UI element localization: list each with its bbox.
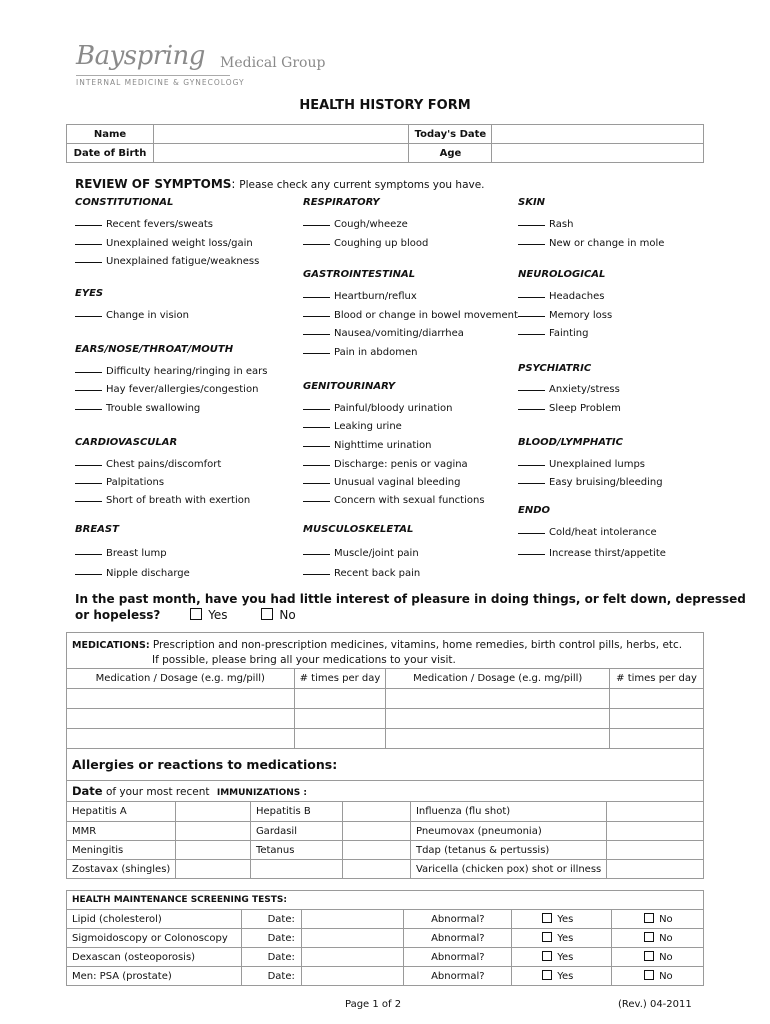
symptom-item[interactable]: Painful/bloody urination: [303, 400, 453, 415]
screening-abnormal-label: Abnormal?: [404, 929, 512, 948]
symptom-item[interactable]: Recent back pain: [303, 565, 420, 580]
checkbox[interactable]: [542, 913, 552, 923]
immunization-name: Varicella (chicken pox) shot or illness: [410, 860, 606, 879]
immunizations-header: [67, 781, 704, 802]
times-col-header: # times per day: [294, 669, 386, 689]
screening-date-label: Date:: [241, 910, 301, 929]
checkbox[interactable]: [644, 970, 654, 980]
symptom-item[interactable]: Chest pains/discomfort: [75, 456, 221, 471]
immunizations-date-label: Date: [72, 784, 103, 798]
symptom-item[interactable]: Discharge: penis or vagina: [303, 456, 468, 471]
immunization-date[interactable]: [607, 822, 704, 841]
immunization-name: Meningitis: [67, 841, 176, 860]
screening-yes-option[interactable]: Yes: [512, 929, 612, 948]
immunization-name: Hepatitis B: [250, 802, 342, 822]
symptom-item[interactable]: Nipple discharge: [75, 565, 190, 580]
ros-colon: :: [231, 177, 240, 191]
screening-test-name: Dexascan (osteoporosis): [67, 948, 242, 967]
symptom-item[interactable]: Leaking urine: [303, 418, 402, 433]
immunization-name: [250, 860, 342, 879]
med-cell[interactable]: [386, 729, 610, 749]
symptom-item[interactable]: Hay fever/allergies/congestion: [75, 381, 258, 396]
symptom-item[interactable]: Unusual vaginal bleeding: [303, 474, 460, 489]
symptom-item[interactable]: Anxiety/stress: [518, 381, 620, 396]
form-title: HEALTH HISTORY FORM: [299, 98, 471, 113]
med-col-header: Medication / Dosage (e.g. mg/pill): [386, 669, 610, 689]
screening-abnormal-label: Abnormal?: [404, 967, 512, 986]
symptom-item[interactable]: Recent fevers/sweats: [75, 216, 213, 231]
brand-tagline: INTERNAL MEDICINE & GYNECOLOGY: [76, 78, 245, 87]
symptom-item[interactable]: Short of breath with exertion: [75, 492, 250, 507]
symptom-item[interactable]: Blood or change in bowel movement: [303, 307, 518, 322]
symptom-item[interactable]: Concern with sexual functions: [303, 492, 485, 507]
depression-question-line2: [75, 608, 296, 622]
screening-date-label: Date:: [241, 967, 301, 986]
med-cell[interactable]: [610, 729, 704, 749]
ros-instruction: Please check any current symptoms you have.: [239, 179, 485, 191]
cat-constitutional: CONSTITUTIONAL: [75, 197, 174, 208]
name-label: Name: [67, 125, 154, 144]
depression-no-option[interactable]: No: [261, 608, 295, 622]
screening-title: HEALTH MAINTENANCE SCREENING TESTS:: [67, 891, 704, 910]
symptom-item[interactable]: Nighttime urination: [303, 437, 432, 452]
symptom-item[interactable]: Cough/wheeze: [303, 216, 408, 231]
symptom-item[interactable]: New or change in mole: [518, 235, 664, 250]
immunization-name: Zostavax (shingles): [67, 860, 176, 879]
immunization-name: Hepatitis A: [67, 802, 176, 822]
medications-text1: Prescription and non-prescription medicines, vitamins, home remedies, birth control pills, herbs, etc.: [152, 639, 683, 651]
screening-abnormal-label: Abnormal?: [404, 910, 512, 929]
dob-label: Date of Birth: [67, 144, 154, 163]
immunization-name: MMR: [67, 822, 176, 841]
cat-musculoskeletal: MUSCULOSKELETAL: [303, 524, 414, 535]
symptom-item[interactable]: Headaches: [518, 288, 604, 303]
med-cell[interactable]: [67, 729, 295, 749]
symptom-item[interactable]: Unexplained weight loss/gain: [75, 235, 253, 250]
cat-skin: SKIN: [518, 197, 546, 208]
symptom-item[interactable]: Unexplained lumps: [518, 456, 645, 471]
screening-test-name: Men: PSA (prostate): [67, 967, 242, 986]
checkbox[interactable]: [542, 932, 552, 942]
med-col-header: Medication / Dosage (e.g. mg/pill): [67, 669, 295, 689]
cat-endo: ENDO: [518, 505, 551, 516]
checkbox[interactable]: [644, 951, 654, 961]
cat-psychiatric: PSYCHIATRIC: [518, 363, 592, 374]
screening-date-field[interactable]: [301, 948, 404, 967]
screening-no-option[interactable]: No: [612, 967, 704, 986]
age-field[interactable]: [492, 144, 704, 163]
cat-respiratory: RESPIRATORY: [303, 197, 380, 208]
med-cell[interactable]: [294, 709, 386, 729]
symptom-item[interactable]: Breast lump: [75, 545, 167, 560]
cat-ent: EARS/NOSE/THROAT/MOUTH: [75, 344, 234, 355]
immunization-date[interactable]: [176, 802, 251, 822]
checkbox[interactable]: [190, 608, 202, 620]
screening-no-option[interactable]: No: [612, 929, 704, 948]
cat-blood-lymphatic: BLOOD/LYMPHATIC: [518, 437, 623, 448]
dob-field[interactable]: [153, 144, 408, 163]
med-cell[interactable]: [294, 729, 386, 749]
patient-info-table: [66, 124, 704, 163]
screening-date-field[interactable]: [301, 967, 404, 986]
screening-test-name: Lipid (cholesterol): [67, 910, 242, 929]
symptom-item[interactable]: Cold/heat intolerance: [518, 524, 657, 539]
checkbox[interactable]: [644, 913, 654, 923]
logo-divider: [76, 75, 230, 76]
immunization-name: Pneumovax (pneumonia): [410, 822, 606, 841]
screening-test-name: Sigmoidoscopy or Colonoscopy: [67, 929, 242, 948]
cat-breast: BREAST: [75, 524, 119, 535]
brand-logo: Bayspring: [76, 41, 205, 71]
symptom-item[interactable]: Rash: [518, 216, 573, 231]
revision-label: (Rev.) 04-2011: [618, 999, 692, 1010]
med-cell[interactable]: [610, 689, 704, 709]
immunization-date[interactable]: [176, 841, 251, 860]
symptom-item[interactable]: Increase thirst/appetite: [518, 545, 666, 560]
screening-yes-option[interactable]: Yes: [512, 910, 612, 929]
cat-gastrointestinal: GASTROINTESTINAL: [303, 269, 416, 280]
screening-no-option[interactable]: No: [612, 948, 704, 967]
immunizations-title: IMMUNIZATIONS :: [216, 788, 307, 798]
cat-genitourinary: GENITOURINARY: [303, 381, 396, 392]
immunization-name: Tdap (tetanus & pertussis): [410, 841, 606, 860]
medications-text2: If possible, please bring all your medications to your visit.: [152, 654, 456, 666]
cat-eyes: EYES: [75, 288, 104, 299]
symptom-item[interactable]: Coughing up blood: [303, 235, 428, 250]
symptom-item[interactable]: Trouble swallowing: [75, 400, 200, 415]
screening-date-label: Date:: [241, 929, 301, 948]
med-cell[interactable]: [294, 689, 386, 709]
symptom-item[interactable]: Pain in abdomen: [303, 344, 417, 359]
ros-heading: REVIEW OF SYMPTOMS: [75, 177, 232, 191]
screening-yes-option[interactable]: Yes: [512, 948, 612, 967]
today-date-field[interactable]: [492, 125, 704, 144]
immunizations-table: [66, 780, 704, 879]
symptom-item[interactable]: Nausea/vomiting/diarrhea: [303, 325, 464, 340]
screening-abnormal-label: Abnormal?: [404, 948, 512, 967]
age-label: Age: [409, 144, 492, 163]
checkbox[interactable]: [261, 608, 273, 620]
checkbox[interactable]: [542, 970, 552, 980]
checkbox[interactable]: [644, 932, 654, 942]
medications-info: [67, 633, 704, 669]
immunization-date[interactable]: [607, 841, 704, 860]
name-field[interactable]: [153, 125, 408, 144]
screening-date-field[interactable]: [301, 929, 404, 948]
medications-label: MEDICATIONS:: [72, 640, 150, 651]
ros-heading-line: [75, 177, 485, 191]
depression-yes-option[interactable]: Yes: [190, 608, 227, 622]
symptom-item[interactable]: Sleep Problem: [518, 400, 621, 415]
immunization-date[interactable]: [607, 860, 704, 879]
page-number: Page 1 of 2: [345, 999, 402, 1010]
screening-table: [66, 890, 704, 986]
immunization-date[interactable]: [343, 802, 411, 822]
screening-no-option[interactable]: No: [612, 910, 704, 929]
depression-question-end: or hopeless?: [75, 608, 161, 622]
medications-table: [66, 632, 704, 781]
depression-question: In the past month, have you had little interest of pleasure in doing things, or felt down, depressed: [75, 592, 746, 606]
immunization-date[interactable]: [343, 822, 411, 841]
med-cell[interactable]: [67, 709, 295, 729]
med-cell[interactable]: [386, 689, 610, 709]
immunization-date[interactable]: [343, 841, 411, 860]
cat-neurological: NEUROLOGICAL: [518, 269, 606, 280]
symptom-item[interactable]: Heartburn/reflux: [303, 288, 417, 303]
symptom-item[interactable]: Palpitations: [75, 474, 164, 489]
med-cell[interactable]: [67, 689, 295, 709]
immunization-date[interactable]: [176, 860, 251, 879]
immunization-date[interactable]: [343, 860, 411, 879]
symptom-item[interactable]: Change in vision: [75, 307, 189, 322]
symptom-item[interactable]: Unexplained fatigue/weakness: [75, 253, 259, 268]
allergies-cell[interactable]: [67, 749, 704, 781]
immunization-date[interactable]: [607, 802, 704, 822]
checkbox[interactable]: [542, 951, 552, 961]
symptom-item[interactable]: Difficulty hearing/ringing in ears: [75, 363, 267, 378]
immunization-name: Gardasil: [250, 822, 342, 841]
immunization-name: Influenza (flu shot): [410, 802, 606, 822]
immunizations-lead: of your most recent: [105, 786, 210, 798]
screening-date-field[interactable]: [301, 910, 404, 929]
times-col-header: # times per day: [610, 669, 704, 689]
med-cell[interactable]: [610, 709, 704, 729]
symptom-item[interactable]: Easy bruising/bleeding: [518, 474, 663, 489]
brand-group: Medical Group: [220, 55, 326, 71]
symptom-item[interactable]: Memory loss: [518, 307, 612, 322]
symptom-item[interactable]: Fainting: [518, 325, 588, 340]
med-cell[interactable]: [386, 709, 610, 729]
cat-cardiovascular: CARDIOVASCULAR: [75, 437, 178, 448]
screening-yes-option[interactable]: Yes: [512, 967, 612, 986]
symptom-item[interactable]: Muscle/joint pain: [303, 545, 419, 560]
immunization-name: Tetanus: [250, 841, 342, 860]
allergies-label: Allergies or reactions to medications:: [72, 757, 338, 772]
immunization-date[interactable]: [176, 822, 251, 841]
screening-date-label: Date:: [241, 948, 301, 967]
today-date-label: Today's Date: [409, 125, 492, 144]
